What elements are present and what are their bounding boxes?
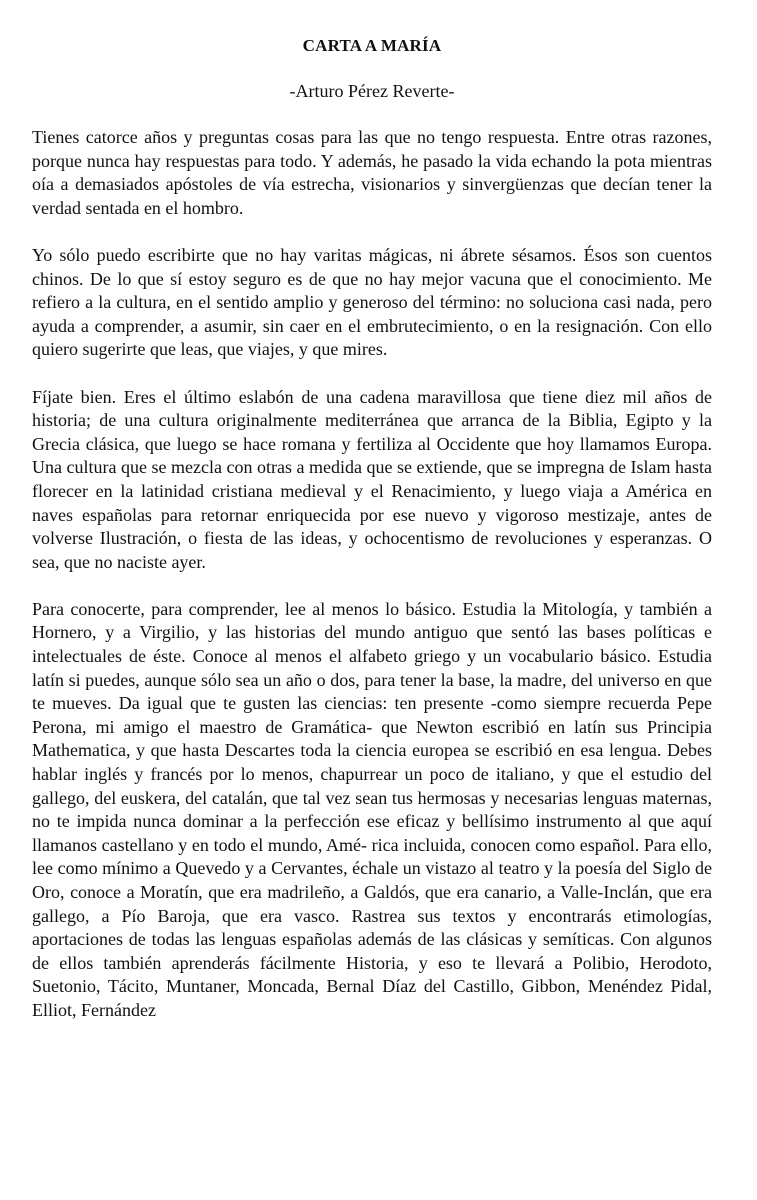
paragraph-2: Yo sólo puedo escribirte que no hay varitas mágicas, ni ábrete sésamos. Ésos son cuentos chinos. De lo que sí estoy seguro es de que no hay mejor vacuna que el conocimiento. Me refiero a la cultura, en el sentido amplio y generoso del término: no soluciona casi nada, pero ayuda a comprender, a asumir, sin caer en el embrutecimiento, o en la resignación. Con ello quiero sugerirte que leas, que viajes, y que mires.	[32, 244, 712, 360]
paragraph-3: Fíjate bien. Eres el último eslabón de una cadena maravillosa que tiene diez mil años de historia; de una cultura originalmente mediterránea que arranca de la Biblia, Egipto y la Grecia clásica, que luego se hace romana y fertiliza al Occidente que hoy llamamos Europa. Una cultura que se mezcla con otras a medida que se extiende, que se impregna de Islam hasta florecer en la latinidad cristiana medieval y el Renacimiento, y luego viaja a América en naves españolas para retornar enriquecida por ese nuevo y vigoroso mestizaje, antes de volverse Ilustración, o fiesta de las ideas, y ochocentismo de revoluciones y esperanzas. O sea, que no naciste ayer.	[32, 386, 712, 572]
paragraph-1: Tienes catorce años y preguntas cosas para las que no tengo respuesta. Entre otras razones, porque nunca hay respuestas para todo. Y además, he pasado la vida echando la pota mientras oía a demasiados apóstoles de vía estrecha, visionarios y sinvergüenzas que decían tener la verdad sentada en el hombro.	[32, 127, 712, 218]
document-page	[32, 34, 712, 1023]
document-author: -Arturo Pérez Reverte-	[289, 81, 455, 101]
document-title: CARTA A MARÍA	[302, 36, 442, 55]
paragraph-4: Para conocerte, para comprender, lee al menos lo básico. Estudia la Mitología, y también a Hornero, y a Virgilio, y las historias del mundo antiguo que sentó las bases políticas e intelectuales de éste. Conoce al menos el alfabeto griego y un vocabulario básico. Estudia latín si puedes, aunque sólo sea un año o dos, para tener la base, la madre, del universo en que te mueves. Da igual que te gusten las ciencias: ten presente -como siempre recuerda Pepe Perona, mi amigo el maestro de Gramática- que Newton escribió en latín sus Principia Mathematica, y que hasta Descartes toda la ciencia europea se escribió en esa lengua. Debes hablar inglés y francés por lo menos, chapurrear un poco de italiano, y que el estudio del gallego, del euskera, del catalán, que tal vez sean tus hermosas y necesarias lenguas maternas, no te impida nunca dominar a la perfección ese eficaz y bellísimo instrumento al que aquí llamanos castellano y en todo el mundo, Amé- rica incluida, conocen como español. Para ello, lee como mínimo a Quevedo y a Cervantes, échale un vistazo al teatro y la poesía del Siglo de Oro, conoce a Moratín, que era madrileño, a Galdós, que era canario, a Valle-Inclán, que era gallego, a Pío Baroja, que era vasco. Rastrea sus textos y encontrarás etimologías, aportaciones de todas las lenguas españolas además de las clásicas y semíticas. Con algunos de ellos también aprenderás fácilmente Historia, y eso te llevará a Polibio, Herodoto, Suetonio, Tácito, Muntaner, Moncada, Bernal Díaz del Castillo, Gibbon, Menéndez Pidal, Elliot, Fernández	[32, 598, 712, 1020]
